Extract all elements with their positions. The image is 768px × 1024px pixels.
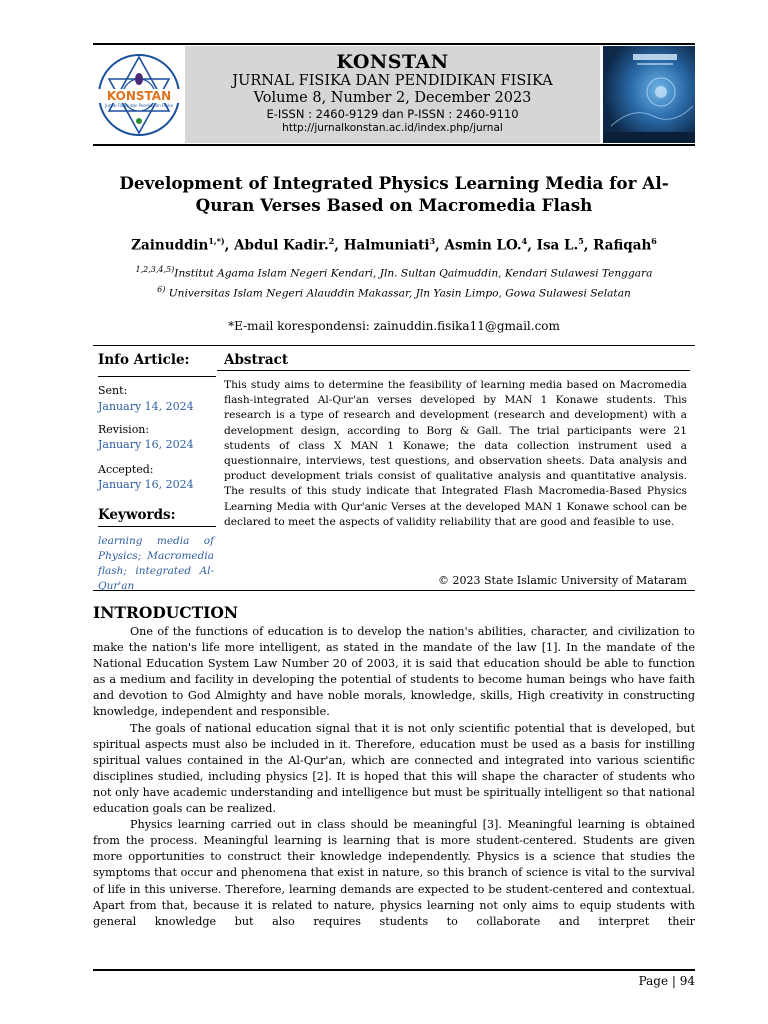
author-name: Halmuniati xyxy=(343,237,430,254)
revision-label: Revision: xyxy=(98,423,150,436)
journal-logo xyxy=(93,49,185,141)
journal-cover-image xyxy=(603,46,695,143)
journal-name: KONSTAN xyxy=(336,51,449,73)
article-info-box xyxy=(93,345,695,591)
affiliation-mark: 6) xyxy=(157,284,166,294)
author-name: Abdul Kadir. xyxy=(234,237,329,254)
journal-fullname: JURNAL FISIKA DAN PENDIDIKAN FISIKA xyxy=(232,73,553,89)
introduction-paragraph-2: The goals of national education signal that it is not only scientific potential that is developed, but spiritual aspects must also be included in it. Therefore, education must be used as a basis for instilling spiritual values contained in the Al-Qur'an, which are connected and integrated into various scientific disciplines studied, including physics [2]. It is hoped that this will shape the character of students who not only have academic understanding and intelligence but must be spiritually intelligent so that national education goals can be realized. xyxy=(93,721,695,816)
masthead xyxy=(185,46,600,143)
journal-url[interactable]: http://jurnalkonstan.ac.id/index.php/jurnal xyxy=(282,122,503,134)
author-name: Rafiqah xyxy=(593,237,652,254)
author-name: Isa L. xyxy=(536,237,579,254)
footer-divider xyxy=(93,969,695,971)
affiliation-line xyxy=(93,282,695,302)
copyright-notice: © 2023 State Islamic University of Mataram xyxy=(438,574,687,587)
introduction-paragraph-3: Physics learning carried out in class should be meaningful [3]. Meaningful learning is obtained from the process. Meaningful learning is learning that is more student-centered. Students are given more opportunities to construct their knowledge independently. Physics is a science that studies the symptoms that occur and phenomena that exist in nature, so this branch of science is vital to the survival of life in this universe. Therefore, learning demands are expected to be student-centered and contextual. Apart from that, because it is related to nature, physics learning not only aims to equip students with general knowledge but also requires students to collaborate and interpret their xyxy=(93,818,695,928)
author-affiliation-mark: 6 xyxy=(651,236,657,246)
logo-subtext: Jurnal Fisika dan Pendidikan Fisika xyxy=(105,103,173,108)
introduction-paragraph-1: One of the functions of education is to develop the nation's abilities, character, and civilization to make the nation's life more intelligent, as stated in the mandate of the law [1]. In the mandate of the National Education System Law Number 20 of 2003, it is said that education should be able to function as a medium and facility in developing the potential of students to become human beings who have faith and devotion to God Almighty and have noble morals, knowledge, skills, High creativity in constructing knowledge, independent and responsible. xyxy=(93,625,695,719)
author-list: Zainuddin$^{1,*)}$, Abdul Kadir.$^2$, Halmuniati$^3$, Asmin LO.$^4$, Isa L.$^5$, Rafiqah$^6$ xyxy=(131,236,657,254)
accepted-label: Accepted: xyxy=(98,463,154,476)
sent-label: Sent: xyxy=(98,384,128,397)
correspondence-email: *E-mail korespondensi: zainuddin.fisika11@gmail.com xyxy=(228,319,560,333)
author-affiliation-mark: 3 xyxy=(429,236,436,246)
abstract-text: This study aims to determine the feasibility of learning media based on Macromedia flash-integrated Al-Qur'an verses developed by MAN 1 Konawe students. This research is a type of research and development (research and development) with a development design, according to Borg & Gall. The trial participants were 21 students of class X MAN 1 Konawe; the data collection instrument used a questionnaire, interviews, test questions, and observation sheets. Data analysis and product development trials consist of qualitative analysis and quantitative analysis. The results of this study indicate that Integrated Flash Macromedia-Based Physics Learning Media with Qur'anic Verses at the developed MAN 1 Konawe school can be declared to meet the aspects of validity reliability that are good and feasible to use. xyxy=(224,379,687,528)
affiliation-text: Institut Agama Islam Negeri Kendari, Jln. Sultan Qaimuddin, Kendari Sulawesi Tenggara xyxy=(174,267,653,280)
author-name: Asmin LO. xyxy=(444,237,522,254)
abstract-divider xyxy=(217,370,690,371)
affiliations xyxy=(93,262,695,301)
article-title xyxy=(93,172,695,216)
sent-date: January 14, 2024 xyxy=(98,400,194,413)
accepted-date: January 16, 2024 xyxy=(98,478,194,491)
author-affiliation-mark: 2 xyxy=(328,236,335,246)
logo-wordmark: KONSTAN xyxy=(106,89,172,103)
author-name: Zainuddin xyxy=(131,237,209,254)
author-affiliation-mark: 4 xyxy=(521,236,528,246)
keywords-heading: Keywords: xyxy=(98,507,176,523)
article-title-line-2: Quran Verses Based on Macromedia Flash xyxy=(195,195,593,215)
author-affiliation-mark: 1,*) xyxy=(208,236,225,246)
affiliation-text: Universitas Islam Negeri Alauddin Makassar, Jln Yasin Limpo, Gowa Sulawesi Selatan xyxy=(165,287,631,300)
affiliation-line xyxy=(93,262,695,282)
page-number: Page | 94 xyxy=(638,974,695,988)
revision-date: January 16, 2024 xyxy=(98,438,194,451)
affiliation-mark: 1,2,3,4,5) xyxy=(135,265,175,274)
author-affiliation-mark: 5 xyxy=(578,236,584,246)
article-title-line-1: Development of Integrated Physics Learning Media for Al- xyxy=(119,173,669,193)
introduction-body xyxy=(93,624,695,930)
info-divider xyxy=(98,376,216,377)
journal-volume: Volume 8, Number 2, December 2023 xyxy=(253,90,532,106)
keywords-divider xyxy=(98,526,216,527)
abstract-heading: Abstract xyxy=(224,352,289,368)
journal-issn: E-ISSN : 2460-9129 dan P-ISSN : 2460-9110 xyxy=(266,107,519,121)
keywords-text: learning media of Physics; Macromedia flash; integrated Al-Qur'an xyxy=(98,535,214,592)
introduction-heading: INTRODUCTION xyxy=(93,603,239,622)
journal-header xyxy=(93,43,695,146)
info-heading: Info Article: xyxy=(98,352,190,368)
